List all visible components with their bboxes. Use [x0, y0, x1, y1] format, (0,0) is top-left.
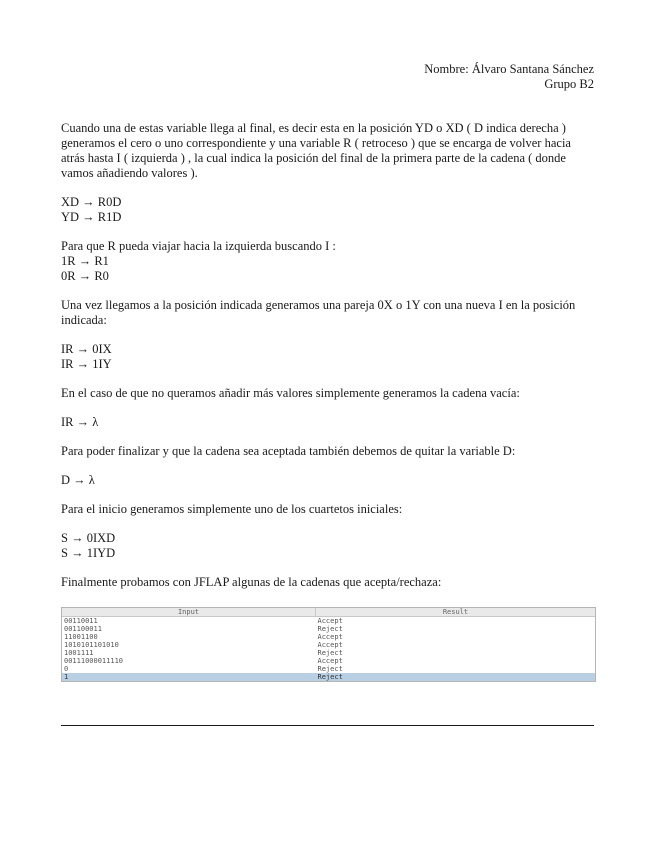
production-rule: S → 0IXD	[61, 531, 116, 545]
r-left-paragraph: Para que R pueda viajar hacia la izquierda buscando I :	[61, 239, 336, 253]
empty-string-paragraph: En el caso de que no queramos añadir más valores simplemente generamos la cadena vacía:	[61, 386, 520, 400]
input-cell: 1010101101010	[64, 641, 119, 649]
result-cell: Accept	[317, 633, 343, 641]
table-row	[62, 633, 595, 641]
result-cell: Accept	[317, 617, 343, 625]
intro-paragraph: Cuando una de estas variable llega al final, es decir esta en la posición YD o XD ( D indica derecha ) generamos el cero o uno correspondiente y una variable R ( retroceso ) que se encarga de volver hacia atrás hasta I ( izquierda ) , la cual indica la posición del final de la primera parte de la cadena ( donde vamos añadiendo valores ).	[61, 121, 571, 180]
input-cell: 0	[64, 665, 69, 673]
finish-paragraph: Para poder finalizar y que la cadena sea aceptada también debemos de quitar la variable D:	[61, 444, 516, 458]
production-rule: S → 1IYD	[61, 546, 116, 560]
start-paragraph: Para el inicio generamos simplemente uno de los cuartetos iniciales:	[61, 502, 403, 516]
input-cell: 1001111	[64, 649, 94, 657]
result-cell: Accept	[317, 641, 343, 649]
result-cell: Reject	[317, 665, 343, 673]
production-rule: 0R → R0	[61, 269, 109, 283]
production-rule: IR → λ	[61, 415, 99, 429]
column-header-input: Input	[62, 608, 316, 617]
document-body	[61, 121, 594, 590]
table-row	[62, 657, 595, 665]
result-cell: Reject	[317, 649, 343, 657]
table-row	[62, 649, 595, 657]
production-rule: 1R → R1	[61, 254, 109, 268]
input-cell: 11001100	[64, 633, 98, 641]
production-rule: D → λ	[61, 473, 95, 487]
production-rule: XD → R0D	[61, 195, 122, 209]
pair-paragraph: Una vez llegamos a la posición indicada generamos una pareja 0X o 1Y con una nueva I en la posición indicada:	[61, 298, 576, 327]
table-row	[62, 641, 595, 649]
production-rule: IR → 1IY	[61, 357, 112, 371]
input-cell: 00110011	[64, 617, 98, 625]
table-row	[62, 617, 595, 626]
input-cell: 1	[62, 673, 316, 681]
document-header	[424, 62, 594, 92]
author-name: Nombre: Álvaro Santana Sánchez	[424, 62, 594, 76]
production-rule: YD → R1D	[61, 210, 122, 224]
result-cell: Reject	[316, 673, 596, 681]
table-row	[62, 625, 595, 633]
table-row	[62, 665, 595, 673]
input-cell: 00111000011110	[64, 657, 124, 665]
column-header-result: Result	[316, 608, 596, 617]
result-cell: Accept	[317, 657, 343, 665]
horizontal-divider	[61, 725, 594, 726]
group-label: Grupo B2	[544, 77, 594, 91]
input-cell: 001100011	[64, 625, 102, 633]
jflap-results-table	[61, 607, 596, 682]
result-cell: Reject	[317, 625, 343, 633]
jflap-paragraph: Finalmente probamos con JFLAP algunas de la cadenas que acepta/rechaza:	[61, 575, 442, 589]
table-row-selected	[62, 673, 595, 681]
production-rule: IR → 0IX	[61, 342, 112, 356]
